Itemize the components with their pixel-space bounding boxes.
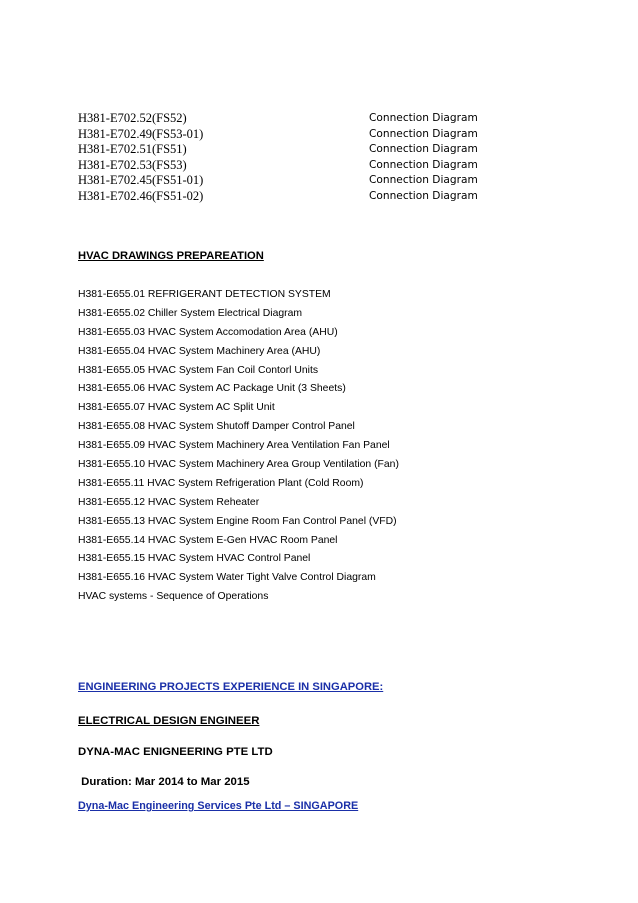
list-item: H381-E655.10 HVAC System Machinery Area Group Ventilation (Fan)	[78, 459, 399, 471]
list-item: H381-E655.02 Chiller System Electrical Diagram	[78, 307, 303, 319]
job-title: ELECTRICAL DESIGN ENGINEER	[78, 715, 260, 727]
drawing-type: Connection Diagram	[369, 127, 478, 140]
list-item: H381-E655.13 HVAC System Engine Room Fan Control Panel (VFD)	[78, 515, 397, 527]
drawing-type: Connection Diagram	[369, 112, 478, 124]
company-link[interactable]: Dyna-Mac Engineering Services Pte Ltd – SINGAPORE	[78, 800, 359, 812]
hvac-section-heading: HVAC DRAWINGS PREPAREATION	[78, 250, 264, 262]
connection-diagram-row	[78, 189, 478, 205]
list-item: H381-E655.01 REFRIGERANT DETECTION SYSTEM	[78, 289, 331, 300]
drawing-code: H381-E702.52(FS52)	[78, 111, 187, 125]
connection-diagram-list	[78, 111, 478, 205]
list-item: H381-E655.04 HVAC System Machinery Area (AHU)	[78, 345, 321, 357]
list-item: H381-E655.11 HVAC System Refrigeration Plant (Cold Room)	[78, 477, 364, 489]
connection-diagram-row	[78, 127, 478, 143]
list-item: HVAC systems - Sequence of Operations	[78, 591, 269, 603]
list-item: H381-E655.15 HVAC System HVAC Control Panel	[78, 553, 311, 565]
connection-diagram-row	[78, 158, 478, 174]
drawing-type: Connection Diagram	[369, 189, 478, 202]
list-item: H381-E655.09 HVAC System Machinery Area Ventilation Fan Panel	[78, 440, 390, 452]
drawing-code: H381-E702.46(FS51-02)	[78, 188, 204, 203]
connection-diagram-row	[78, 111, 478, 127]
list-item: H381-E655.07 HVAC System AC Split Unit	[78, 402, 275, 414]
drawing-code: H381-E702.49(FS53-01)	[78, 126, 204, 141]
list-item: H381-E655.06 HVAC System AC Package Unit (3 Sheets)	[78, 383, 346, 395]
drawing-code: H381-E702.45(FS51-01)	[78, 173, 204, 188]
drawing-type: Connection Diagram	[369, 158, 478, 171]
hvac-drawing-list	[78, 286, 399, 607]
list-item: H381-E655.08 HVAC System Shutoff Damper Control Panel	[78, 421, 355, 433]
employment-duration: Duration: Mar 2014 to Mar 2015	[78, 776, 250, 788]
list-item: H381-E655.03 HVAC System Accomodation Area (AHU)	[78, 326, 338, 338]
drawing-code: H381-E702.51(FS51)	[78, 142, 187, 157]
connection-diagram-row	[78, 173, 478, 189]
drawing-type: Connection Diagram	[369, 143, 478, 156]
list-item: H381-E655.05 HVAC System Fan Coil Contorl Units	[78, 364, 319, 376]
drawing-code: H381-E702.53(FS53)	[78, 157, 187, 172]
connection-diagram-row	[78, 142, 478, 158]
list-item: H381-E655.14 HVAC System E-Gen HVAC Room Panel	[78, 534, 338, 546]
company-name: DYNA-MAC ENIGNEERING PTE LTD	[78, 746, 273, 758]
experience-section-heading[interactable]: ENGINEERING PROJECTS EXPERIENCE IN SINGAPORE:	[78, 681, 384, 693]
list-item: H381-E655.16 HVAC System Water Tight Valve Control Diagram	[78, 572, 376, 584]
list-item: H381-E655.12 HVAC System Reheater	[78, 496, 260, 508]
drawing-type: Connection Diagram	[369, 174, 478, 187]
